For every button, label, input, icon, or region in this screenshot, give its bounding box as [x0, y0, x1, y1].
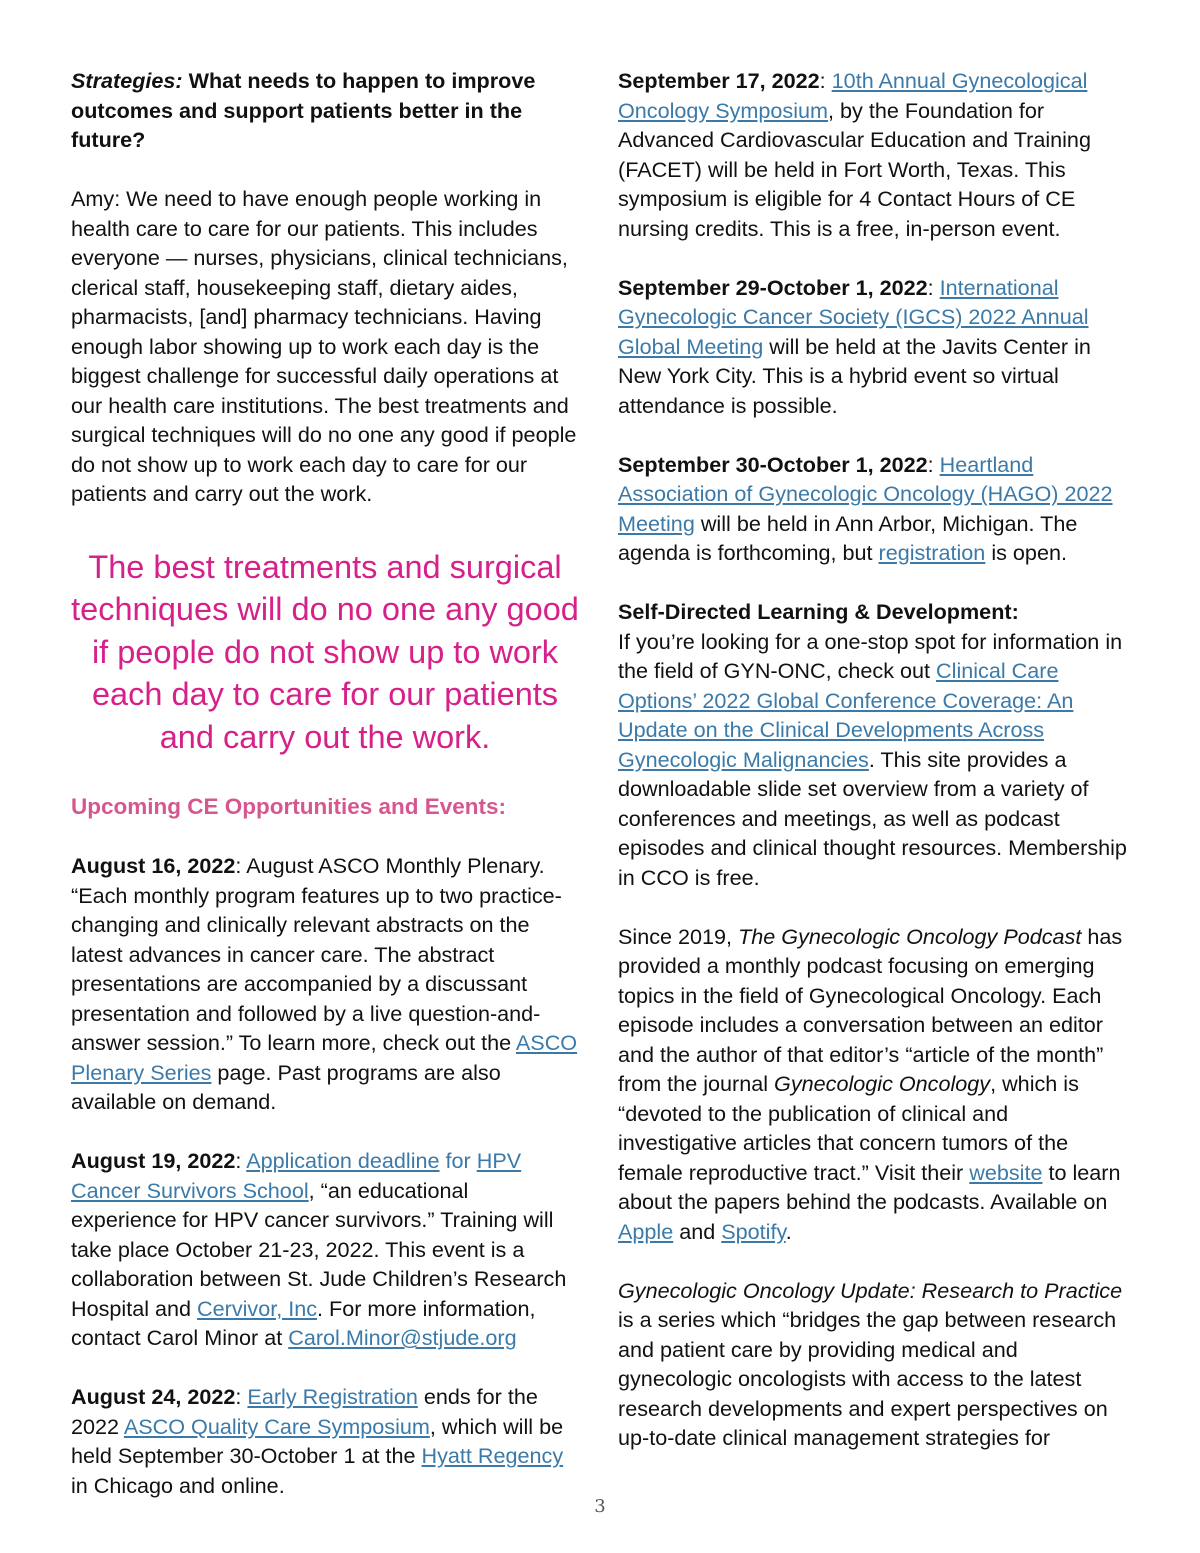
- gyn-oncology-symposium-link[interactable]: 10th Annual Gynecological Oncology Symposium: [618, 68, 1088, 123]
- event-aug19: August 19, 2022: Application deadline for HPV Cancer Survivors School, “an educational experience for HPV cancer survivors.” Training will take place October 21-23, 2022. This event is a collaboration between St. Jude Children’s Research Hospital and Cervivor, Inc. For more information, contact Carol Minor at Carol.Minor@stjude.org: [71, 1148, 567, 1350]
- hago-registration-link[interactable]: registration: [878, 540, 986, 565]
- carol-minor-email-link[interactable]: Carol.Minor@stjude.org: [288, 1325, 517, 1350]
- cervivor-link[interactable]: Cervivor, Inc: [197, 1295, 318, 1321]
- pull-quote: The best treatments and surgical techniques will do no one any good if people do not show up to work each day to care for our patients and carry out the work.: [71, 548, 579, 755]
- podcast-paragraph: Since 2019, The Gynecologic Oncology Podcast has provided a monthly podcast focusing on emerging topics in the field of Gynecological Oncology. Each episode includes a conversation between an editor and the author of that editor’s “article of the month” from the journal Gynecologic Oncology, which is “devoted to the publication of clinical and investigative articles that concern tumors of the female reproductive tract.” Visit their website to learn about the papers behind the podcasts. Available on Apple and Spotify.: [618, 923, 1123, 1244]
- section-heading: Upcoming CE Opportunities and Events:: [71, 794, 507, 819]
- event-aug24: August 24, 2022: Early Registration ends for the 2022 ASCO Quality Care Symposium, which will be held September 30-October 1 at the Hyatt Regency in Chicago and online.: [71, 1384, 564, 1498]
- self-directed-text: If you’re looking for a one-stop spot for information in the field of GYN-ONC, check out Clinical Care Options’ 2022 Global Conference Coverage: An Update on the Clinical Developments Across Gynecologic Malignancies. This site provides a downloadable slide set overview from a variety of conferences and meetings, as well as podcast episodes and clinical thought resources. Membership in CCO is free.: [618, 628, 1127, 890]
- amy-answer: Amy: We need to have enough people working in health care to care for our patients. This includes everyone — nurses, physicians, clinical technicians, clerical staff, housekeeping staff, dietary aides, pharmacists, [and] pharmacy technicians. Having enough labor showing up to work each day is the biggest challenge for successful daily operations at our health care institutions. The best treatments and surgical techniques will do no one any good if people do not show up to work each day to care for our patients and carry out the work.: [71, 186, 577, 506]
- hago-meeting-link[interactable]: Heartland Association of Gynecologic Oncology (HAGO) 2022 Meeting: [618, 451, 1113, 536]
- strategies-question: Strategies: What needs to happen to improve outcomes and support patients better in the future?: [71, 68, 536, 152]
- page-number: 3: [594, 1496, 606, 1517]
- left-column: [71, 66, 579, 1500]
- event-sep17: September 17, 2022: 10th Annual Gynecological Oncology Symposium, by the Foundation for Advanced Cardiovascular Education and Training (FACET) will be held in Fort Worth, Texas. This symposium is eligible for 4 Contact Hours of CE nursing credits. This is a free, in-person event.: [618, 68, 1091, 241]
- right-column: [618, 66, 1128, 1453]
- event-sep30: September 30-October 1, 2022: Heartland Association of Gynecologic Oncology (HAGO) 2022 Meeting will be held in Ann Arbor, Michigan. The agenda is forthcoming, but registration is open.: [618, 451, 1113, 565]
- hyatt-regency-link[interactable]: Hyatt Regency: [421, 1443, 564, 1468]
- igcs-meeting-link[interactable]: International Gynecologic Cancer Society (IGCS) 2022 Annual Global Meeting: [618, 274, 1089, 359]
- early-registration-link[interactable]: Early Registration: [247, 1384, 418, 1409]
- podcast-website-link[interactable]: website: [969, 1159, 1043, 1185]
- self-directed-heading: Self-Directed Learning & Development:: [618, 599, 1019, 624]
- spotify-link[interactable]: Spotify: [721, 1218, 786, 1244]
- asco-plenary-link[interactable]: ASCO Plenary Series: [71, 1030, 578, 1085]
- clinical-care-options-link[interactable]: Clinical Care Options’ 2022 Global Conference Coverage: An Update on the Clinical Developments Across Gynecologic Malignancies: [618, 658, 1074, 772]
- event-aug16: August 16, 2022: August ASCO Monthly Plenary. “Each monthly program features up to two practice-changing and clinically relevant abstracts on the latest advances in cancer care. The abstract presentations are accompanied by a discussant presentation and followed by a live question-and-answer session.” To learn more, check out the ASCO Plenary Series page. Past programs are also available on demand.: [71, 853, 578, 1114]
- apple-podcast-link[interactable]: Apple: [618, 1218, 674, 1244]
- event-sep29: September 29-October 1, 2022: International Gynecologic Cancer Society (IGCS) 2022 Annual Global Meeting will be held at the Javits Center in New York City. This is a hybrid event so virtual attendance is possible.: [618, 274, 1091, 418]
- application-deadline-link[interactable]: Application deadline: [246, 1148, 440, 1173]
- asco-quality-care-link[interactable]: ASCO Quality Care Symposium: [123, 1413, 430, 1439]
- update-paragraph: Gynecologic Oncology Update: Research to Practice is a series which “bridges the gap between research and patient care by providing medical and gynecologic oncologists with access to the latest research developments and expert perspectives on up-to-date clinical management strategies for: [618, 1277, 1123, 1450]
- hpv-survivors-school-link[interactable]: HPV Cancer Survivors School: [71, 1148, 522, 1203]
